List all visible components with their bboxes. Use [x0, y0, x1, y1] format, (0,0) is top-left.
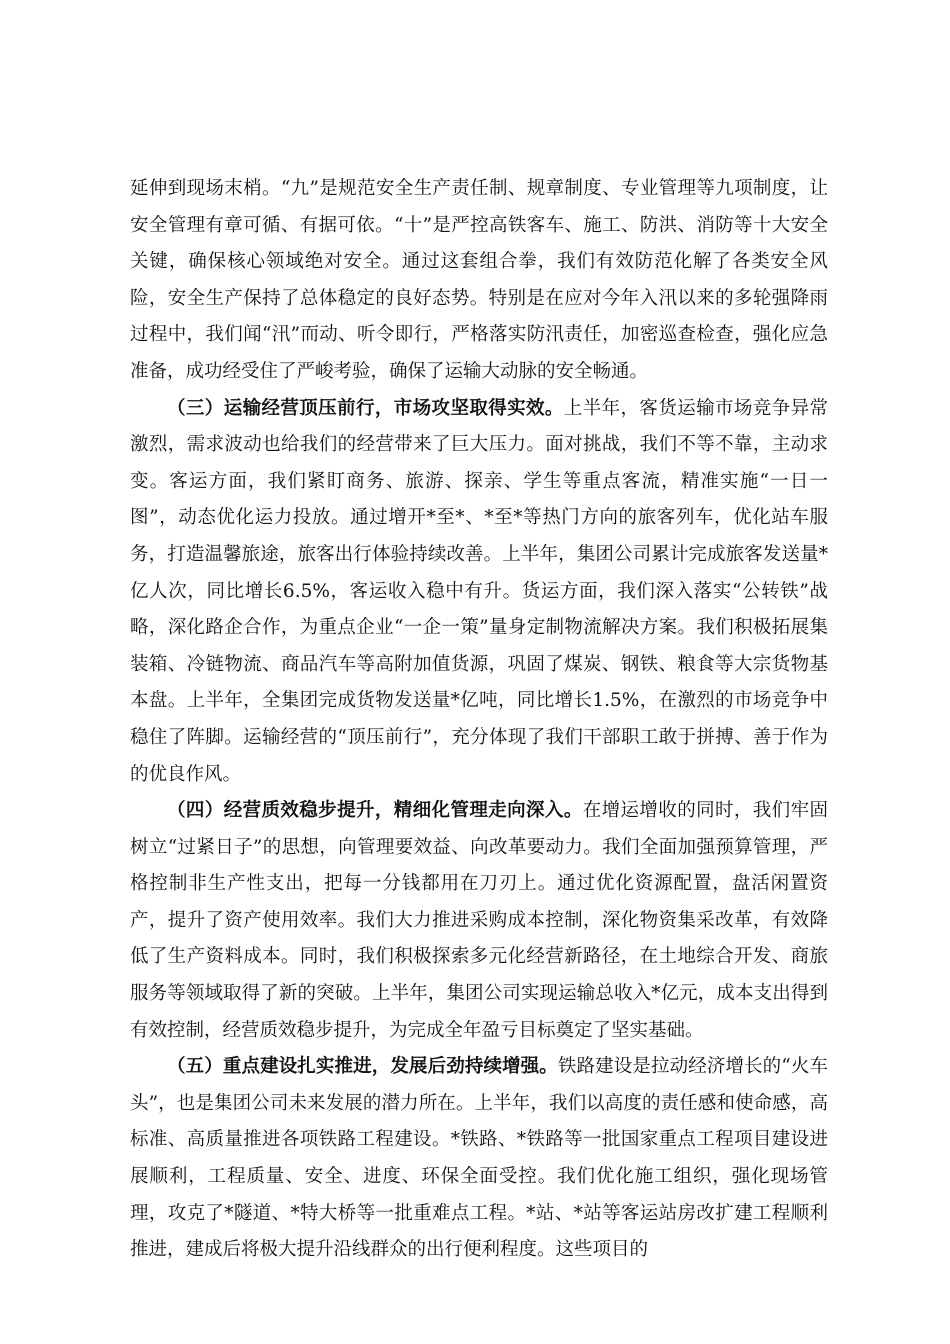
paragraph-operating-efficiency: [130, 793, 828, 1049]
paragraph-body: 上半年，客货运输市场竞争异常激烈，需求波动也给我们的经营带来了巨大压力。面对挑战，我们不等不靠，主动求变。客运方面，我们紧盯商务、旅游、探亲、学生等重点客流，精准实施“一日一图”，动态优化运力投放。通过增开*至*、*至*等热门方向的旅客列车，优化站车服务，打造温馨旅途，旅客出行体验持续改善。上半年，集团公司累计完成旅客发送量*亿人次，同比增长6.5%，客运收入稳中有升。货运方面，我们深入落实“公转铁”战略，深化路企合作，为重点企业“一企一策”量身定制物流解决方案。我们积极拓展集装箱、冷链物流、商品汽车等高附加值货源，巩固了煤炭、钢铁、粮食等大宗货物基本盘。上半年，全集团完成货物发送量*亿吨，同比增长1.5%，在激烈的市场竞争中稳住了阵脚。运输经营的“顶压前行”，充分体现了我们干部职工敢于拼搏、善于作为的优良作风。: [130, 397, 828, 785]
paragraph-transport-operations: [130, 391, 828, 794]
section-heading-5: （五）重点建设扎实推进，发展后劲持续增强。: [167, 1056, 558, 1078]
section-heading-4: （四）经营质效稳步提升，精细化管理走向深入。: [167, 800, 583, 822]
paragraph-body: 铁路建设是拉动经济增长的“火车头”，也是集团公司未来发展的潜力所在。上半年，我们以高度的责任感和使命感，高标准、高质量推进各项铁路工程建设。*铁路、*铁路等一批国家重点工程项目建设进展顺利，工程质量、安全、进度、环保全面受控。我们优化施工组织，强化现场管理，攻克了*隧道、*特大桥等一批重难点工程。*站、*站等客运站房改扩建工程顺利推进，建成后将极大提升沿线群众的出行便利程度。这些项目的: [130, 1056, 828, 1261]
document-page: [130, 171, 828, 1269]
paragraph-body: 延伸到现场末梢。“九”是规范安全生产责任制、规章制度、专业管理等九项制度，让安全管理有章可循、有据可依。“十”是严控高铁客车、施工、防洪、消防等十大安全关键，确保核心领域绝对安全。通过这套组合拳，我们有效防范化解了各类安全风险，安全生产保持了总体稳定的良好态势。特别是在应对今年入汛以来的多轮强降雨过程中，我们闻“汛”而动、听令即行，严格落实防汛责任，加密巡查检查，强化应急准备，成功经受住了严峻考验，确保了运输大动脉的安全畅通。: [130, 178, 828, 382]
paragraph-key-construction: [130, 1049, 828, 1269]
paragraph-safety-continuation: [130, 171, 828, 391]
paragraph-body: 在增运增收的同时，我们牢固树立“过紧日子”的思想，向管理要效益、向改革要动力。我们全面加强预算管理，严格控制非生产性支出，把每一分钱都用在刀刃上。通过优化资源配置，盘活闲置资产，提升了资产使用效率。我们大力推进采购成本控制，深化物资集采改革，有效降低了生产资料成本。同时，我们积极探索多元化经营新路径，在土地综合开发、商旅服务等领域取得了新的突破。上半年，集团公司实现运输总收入*亿元，成本支出得到有效控制，经营质效稳步提升，为完成全年盈亏目标奠定了坚实基础。: [130, 800, 828, 1041]
section-heading-3: （三）运输经营顶压前行，市场攻坚取得实效。: [167, 397, 564, 419]
